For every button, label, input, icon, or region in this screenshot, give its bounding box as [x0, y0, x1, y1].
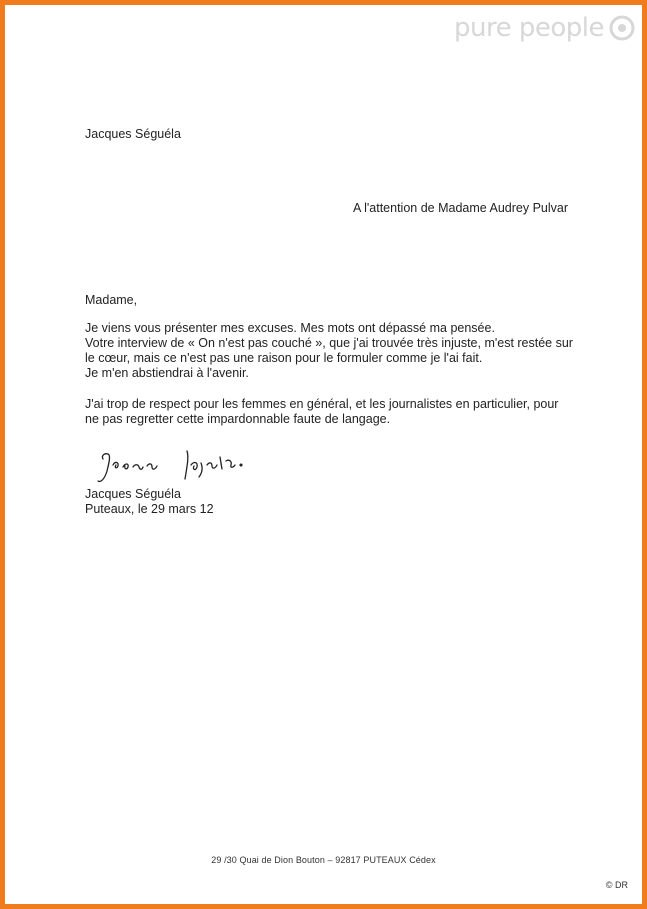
paragraph-line: Je m'en abstiendrai à l'avenir.	[85, 366, 249, 380]
paragraph-line: J'ai trop de respect pour les femmes en général, et les journalistes en particulier, pour	[85, 397, 559, 411]
sender-header: Jacques Séguéla	[85, 127, 181, 141]
watermark-text: pure people	[454, 13, 604, 43]
paragraph-line: Je viens vous présenter mes excuses. Mes mots ont dépassé ma pensée.	[85, 321, 495, 335]
paragraph-line: ne pas regretter cette impardonnable faute de langage.	[85, 412, 391, 426]
photo-credit: © DR	[605, 880, 628, 890]
salutation: Madame,	[85, 293, 138, 307]
recipient-line: A l'attention de Madame Audrey Pulvar	[353, 201, 569, 215]
footer-address: 29 /30 Quai de Dion Bouton – 92817 PUTEAUX Cédex	[211, 855, 436, 865]
handwritten-signature	[95, 445, 255, 487]
paragraph-line: le cœur, mais ce n'est pas une raison pour le formuler comme je l'ai fait.	[85, 351, 483, 365]
signature-name: Jacques Séguéla	[85, 487, 181, 501]
paragraph-line: Votre interview de « On n'est pas couché », que j'ai trouvée très injuste, m'est restée sur	[85, 336, 573, 350]
place-date: Puteaux, le 29 mars 12	[85, 502, 214, 516]
letter-body	[5, 5, 642, 904]
paragraph-apology	[85, 321, 575, 381]
paragraph-respect	[85, 397, 575, 427]
